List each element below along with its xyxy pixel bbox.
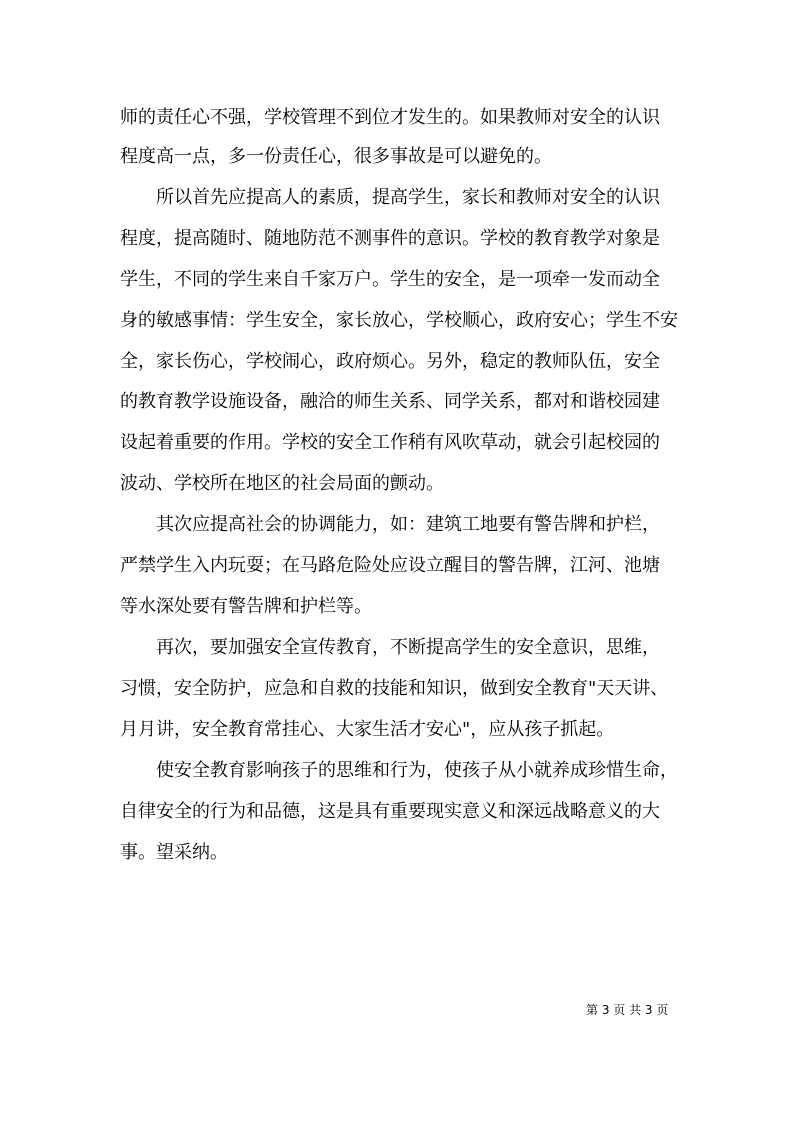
body-line: 师的责任心不强，学校管理不到位才发生的。如果教师对安全的认识: [120, 107, 660, 128]
paragraph-start-line: 所以首先应提高人的素质，提高学生，家长和教师对安全的认识: [156, 187, 660, 208]
body-line: 程度，提高随时、随地防范不测事件的意识。学校的教育教学对象是: [120, 228, 660, 249]
paragraph-start-line: 再次，要加强安全宣传教育，不断提高学生的安全意识，思维，: [156, 637, 660, 658]
body-line: 设起着重要的作用。学校的安全工作稍有风吹草动，就会引起校园的: [120, 432, 660, 453]
body-line: 自律安全的行为和品德，这是具有重要现实意义和深远战略意义的大: [120, 801, 660, 822]
body-line: 身的敏感事情：学生安全，家长放心，学校顺心，政府安心；学生不安: [120, 310, 678, 331]
page-number-footer: 第 3 页 共 3 页: [586, 1003, 669, 1017]
body-line: 的教育教学设施设备，融洽的师生关系、同学关系，都对和谐校园建: [120, 391, 660, 412]
body-line: 波动、学校所在地区的社会局面的颤动。: [120, 473, 444, 494]
body-line: 严禁学生入内玩耍；在马路危险处应设立醒目的警告牌，江河、池塘: [120, 555, 660, 576]
body-line: 事。望采纳。: [120, 842, 228, 863]
body-line: 等水深处要有警告牌和护栏等。: [120, 596, 372, 617]
body-line: 全，家长伤心，学校闹心，政府烦心。另外，稳定的教师队伍，安全: [120, 351, 660, 372]
paragraph-start-line: 使安全教育影响孩子的思维和行为，使孩子从小就养成珍惜生命，: [156, 760, 678, 781]
body-line: 程度高一点，多一份责任心，很多事故是可以避免的。: [120, 146, 552, 167]
body-line: 习惯，安全防护，应急和自救的技能和知识，做到安全教育"天天讲、: [120, 678, 669, 699]
body-line: 月月讲，安全教育常挂心、大家生活才安心"，应从孩子抓起。: [120, 719, 615, 740]
paragraph-start-line: 其次应提高社会的协调能力，如：建筑工地要有警告牌和护栏，: [156, 514, 660, 535]
body-line: 学生，不同的学生来自千家万户。学生的安全，是一项牵一发而动全: [120, 269, 660, 290]
